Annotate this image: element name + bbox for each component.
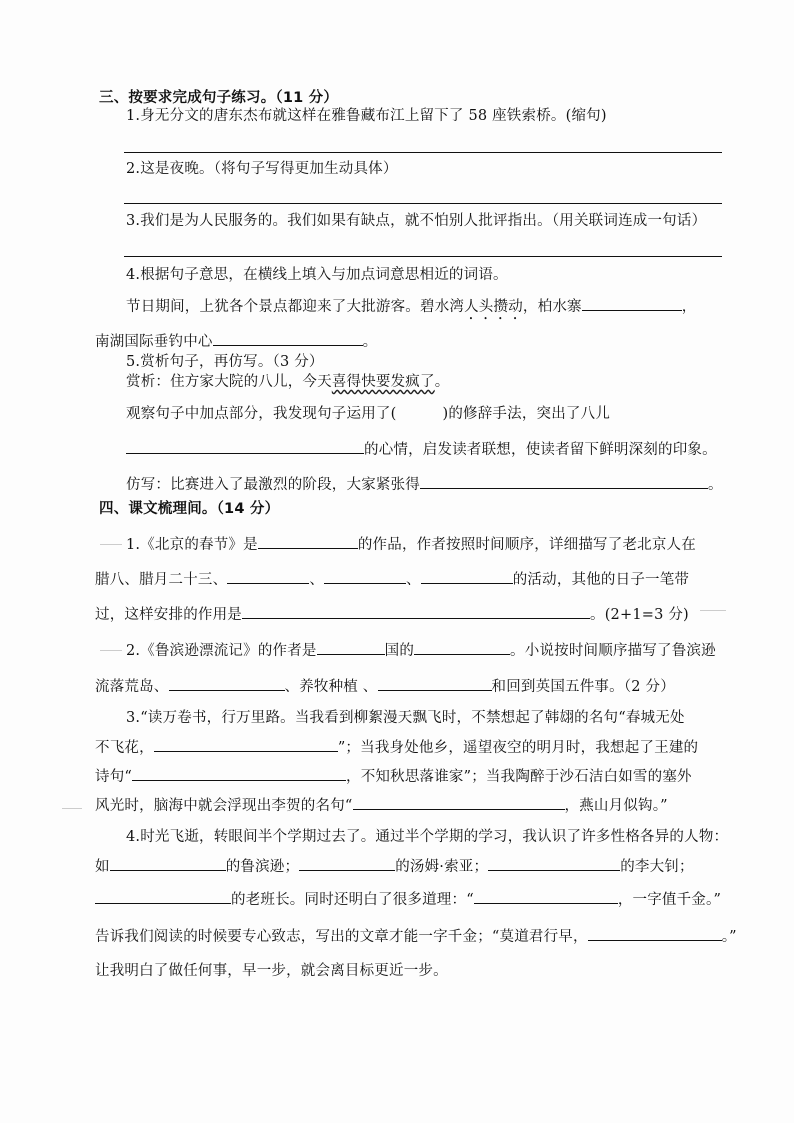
section-3-title: 三、按要求完成句子练习。（11 分）	[99, 90, 339, 106]
s3-q4-part-e: 。	[362, 334, 378, 350]
s3-q1-answer-line[interactable]	[124, 152, 722, 153]
s4-q4-trait-blank-2[interactable]	[299, 856, 395, 871]
s3-q4-dotted-word: 人头攒动	[464, 299, 523, 315]
s3-q4-part-b: ，柏水寨	[522, 299, 582, 315]
s4-q2-line-2	[95, 676, 675, 697]
s4-q4-trait-blank-3[interactable]	[488, 856, 620, 871]
s4-q1-part-c: 腊八、腊月二十三、	[95, 572, 228, 588]
s3-q4-part-a: 节日期间，上犹各个景点都迎来了大批游客。碧水湾	[126, 299, 465, 315]
s3-q4-sentence-2	[95, 331, 377, 352]
s4-q3-part-g: ，燕山月似钩。”	[564, 798, 668, 814]
s4-q3-poem-blank-2[interactable]	[132, 766, 346, 781]
s4-q2-part-d: 流落荒岛、	[95, 679, 169, 695]
s4-q1-line-2	[95, 569, 689, 590]
s4-q3-line-3	[95, 766, 692, 787]
s3-q5-appreciate	[126, 372, 449, 392]
s4-q1-day-blank-3[interactable]	[421, 569, 513, 584]
s4-q4-part-f: 的老班长。同时还明白了很多道理：“	[231, 892, 474, 908]
s3-q5-wavy-phrase: 喜得快要发疯了	[331, 374, 435, 390]
s4-q1-day-blank-2[interactable]	[324, 569, 406, 584]
s3-q2-answer-line[interactable]	[124, 203, 722, 204]
s3-q5-observe	[126, 404, 610, 424]
s3-q5-text: 5.赏析句子，再仿写。（3 分）	[126, 354, 324, 370]
s4-q1-line-1	[126, 534, 696, 555]
s4-q2-author-blank[interactable]	[414, 640, 510, 655]
s4-q1-part-f: 。(2+1=3 分)	[590, 607, 689, 623]
s4-q1-purpose-blank[interactable]	[242, 604, 590, 619]
s3-q3-text: 3.我们是为人民服务的。我们如果有缺点，就不怕别人批评指出。（用关联词连成一句话）	[126, 213, 707, 229]
s3-q5-observe-b: )的修辞手法，突出了八儿	[442, 406, 611, 422]
s3-q5-imitate-end: 。	[708, 477, 723, 493]
s4-q4-line-3	[95, 889, 721, 910]
s4-q1-part-e: 过，这样安排的作用是	[95, 607, 242, 623]
s4-q2-part-e: 、养牧种植 、	[284, 679, 378, 695]
s4-q2-part-b: 国的	[384, 643, 415, 659]
s4-q4-trait-blank-1[interactable]	[110, 856, 226, 871]
s4-q3-part-e: ，不知秋思落谁家”；当我陶醉于沙石洁白如雪的塞外	[346, 769, 692, 785]
s4-q4-part-g: ，一字值千金。”	[617, 892, 722, 908]
s3-q4-sentence	[126, 296, 696, 323]
s4-q4-line-2	[95, 856, 694, 877]
s4-q2-event-blank-2[interactable]	[378, 676, 492, 691]
scan-mark	[100, 544, 122, 545]
s4-q4-part-e: 的李大钊；	[620, 859, 694, 875]
s4-q1-part-b: 的作品，作者按照时间顺序，详细描写了老北京人在	[357, 537, 696, 553]
s3-q4-part-c: ，	[681, 299, 697, 315]
s3-q5-observe-a: 观察句子中加点部分，我发现句子运用了(	[126, 406, 397, 422]
s3-q4-part-d: 南湖国际垂钓中心	[95, 334, 213, 350]
s4-q3-part-f: 风光时，脑海中就会浮现出李贺的名句“	[95, 798, 353, 814]
s4-q3-part-b: 不飞花，	[95, 740, 154, 756]
s4-q4-line-1: 4.时光飞逝，转眼间半个学期过去了。通过半个学期的学习，我认识了许多性格各异的人物：	[126, 829, 729, 845]
s3-q5-mood-text: 的心情，启发读者联想，使读者留下鲜明深刻的印象。	[364, 442, 717, 458]
scan-mark	[100, 650, 122, 651]
s4-q4-saying-blank-1[interactable]	[474, 889, 618, 904]
s3-q4-blank-1[interactable]	[582, 296, 682, 311]
s4-q4-part-c: 的鲁滨逊；	[225, 859, 300, 875]
s4-q4-part-h: 告诉我们阅读的时候要专心致志，写出的文章才能一字千金；“莫道君行早，	[95, 929, 588, 945]
s4-q4-line-5: 让我明白了做任何事，早一步，就会离目标更近一步。	[95, 963, 448, 979]
scan-mark	[700, 610, 726, 611]
s4-q4-part-i: 。”	[721, 929, 737, 945]
s4-q4-part-b: 如	[95, 859, 110, 875]
s4-q4-part-d: 的汤姆·索亚；	[395, 859, 489, 875]
s3-q4-text: 4.根据句子意思，在横线上填入与加点词意思相近的词语。	[126, 267, 508, 283]
s4-q3-poem-blank-1[interactable]	[154, 737, 338, 752]
s4-q1-part-a: 1.《北京的春节》是	[126, 537, 258, 553]
s4-q2-part-a: 2.《鲁滨逊漂流记》的作者是	[126, 643, 317, 659]
s4-q3-line-2	[95, 737, 698, 758]
s3-q3-answer-line[interactable]	[124, 256, 722, 257]
s3-q5-imitate-line	[126, 474, 723, 495]
s4-q3-poem-blank-3[interactable]	[353, 795, 565, 810]
s4-q1-line-3	[95, 604, 689, 625]
s4-q1-sep-1: 、	[309, 572, 325, 588]
s4-q1-author-blank[interactable]	[258, 534, 358, 549]
s3-q5-mood-blank[interactable]	[126, 439, 364, 454]
s4-q2-event-blank-1[interactable]	[169, 676, 285, 691]
s4-q1-day-blank-1[interactable]	[227, 569, 309, 584]
s4-q2-country-blank[interactable]	[317, 640, 385, 655]
s3-q5-appreciate-a: 赏析：住方家大院的八儿，今天	[126, 374, 332, 390]
s4-q2-part-c: 。小说按时间顺序描写了鲁滨逊	[510, 643, 716, 659]
s3-q5-appreciate-b: 。	[434, 374, 450, 390]
s3-q1-text: 1.身无分文的唐东杰布就这样在雅鲁藏布江上留下了 58 座铁索桥。(缩句)	[126, 108, 607, 124]
s4-q1-sep-2: 、	[406, 572, 421, 588]
s4-q4-trait-blank-4[interactable]	[95, 889, 231, 904]
s4-q4-line-4	[95, 926, 737, 947]
s3-q5-imitate-text: 仿写：比赛进入了最激烈的阶段，大家紧张得	[126, 477, 420, 493]
s4-q3-part-c: ”；当我身处他乡，遥望夜空的明月时，我想起了王建的	[337, 740, 699, 756]
s4-q1-part-d: 的活动，其他的日子一笔带	[512, 572, 690, 588]
s4-q3-line-1: 3.“读万卷书，行万里路。当我看到柳絮漫天飘飞时，不禁想起了韩翃的名句“春城无处	[126, 710, 685, 726]
section-4-title: 四、课文梳理间。（14 分）	[99, 501, 280, 517]
s3-q2-text: 2.这是夜晚。（将句子写得更加生动具体）	[126, 161, 398, 177]
s4-q4-saying-blank-2[interactable]	[588, 926, 722, 941]
scan-mark	[62, 808, 82, 809]
s3-q5-mood-line	[126, 439, 717, 460]
s4-q2-line-1	[126, 640, 716, 661]
s3-q4-blank-2[interactable]	[213, 331, 363, 346]
s3-q5-imitate-blank[interactable]	[420, 474, 708, 489]
s4-q2-part-f: 和回到英国五件事。（2 分）	[491, 679, 675, 695]
s4-q3-part-d: 诗句“	[95, 769, 133, 785]
s4-q3-line-4	[95, 795, 668, 816]
